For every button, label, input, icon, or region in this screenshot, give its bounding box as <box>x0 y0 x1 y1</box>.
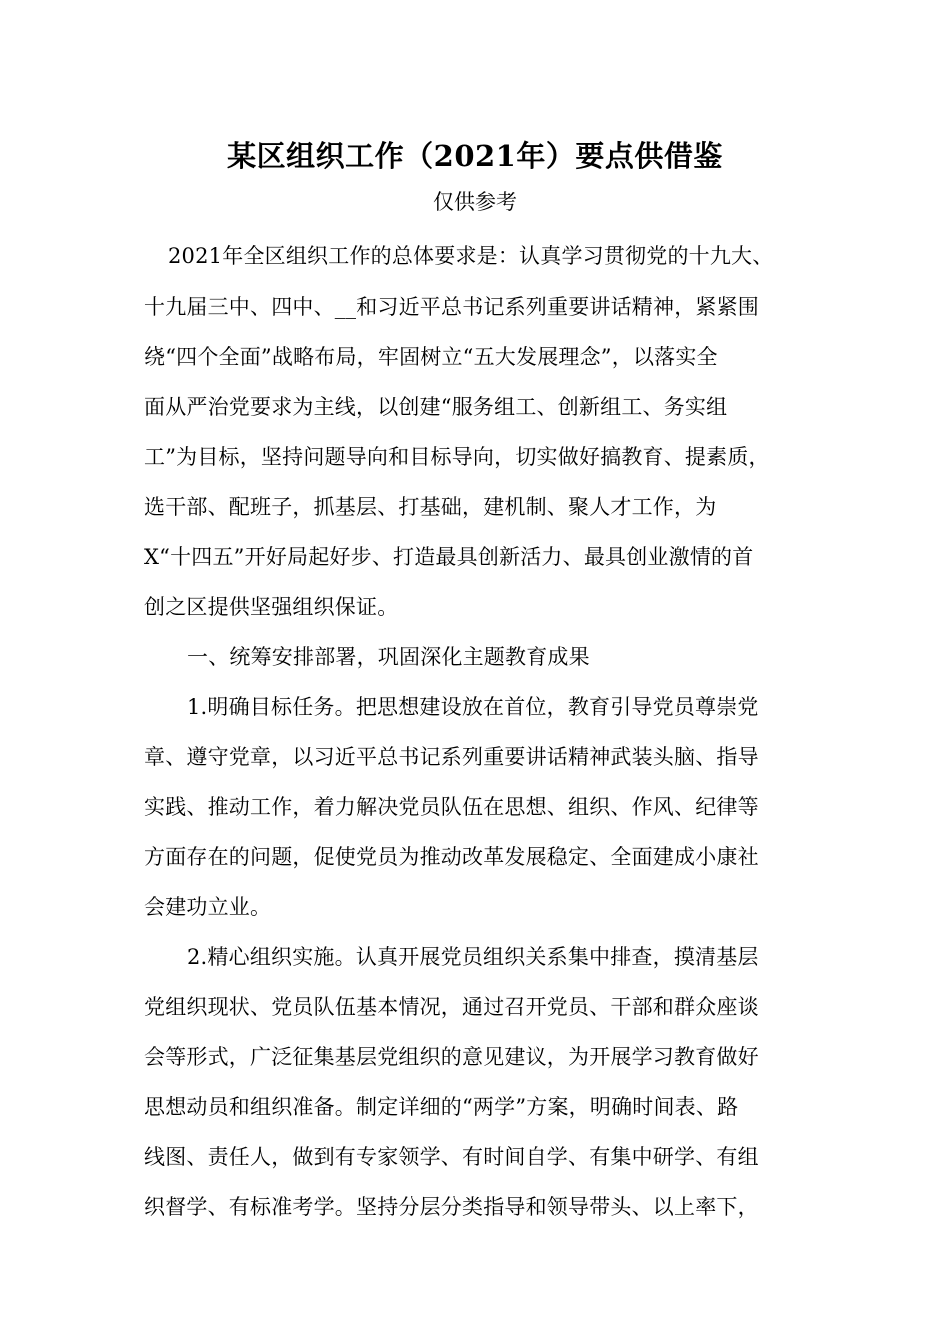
document-subtitle: 仅供参考 <box>433 190 517 214</box>
intro-line: 2021年全区组织工作的总体要求是：认真学习贯彻党的十九大、 <box>168 244 774 268</box>
item2-line: 线图、责任人，做到有专家领学、有时间自学、有集中研学、有组 <box>144 1145 759 1169</box>
item1-line: 方面存在的问题，促使党员为推动改革发展稳定、全面建成小康社 <box>144 845 759 869</box>
item2-line: 会等形式，广泛征集基层党组织的意见建议，为开展学习教育做好 <box>144 1045 759 1069</box>
document-title: 某区组织工作（2021年）要点供借鉴 <box>227 139 723 173</box>
item1-line: 会建功立业。 <box>144 895 272 919</box>
item2-line: 织督学、有标准考学。坚持分层分类指导和领导带头、以上率下， <box>144 1195 759 1219</box>
item2-line: 思想动员和组织准备。制定详细的“两学”方案，明确时间表、路 <box>144 1095 739 1119</box>
section-heading: 一、统筹安排部署，巩固深化主题教育成果 <box>187 645 590 669</box>
intro-line: 绕“四个全面”战略布局，牢固树立“五大发展理念”，以落实全 <box>144 345 718 369</box>
intro-line: X“十四五”开好局起好步、打造最具创新活力、最具创业激情的首 <box>144 545 754 569</box>
intro-line: 工”为目标，坚持问题导向和目标导向，切实做好搞教育、提素质， <box>144 445 770 469</box>
intro-line: 面从严治党要求为主线，以创建“服务组工、创新组工、务实组 <box>144 395 728 419</box>
intro-line: 十九届三中、四中、__和习近平总书记系列重要讲话精神，紧紧围 <box>144 295 759 319</box>
item1-line: 实践、推动工作，着力解决党员队伍在思想、组织、作风、纪律等 <box>144 795 759 819</box>
item1-line: 1.明确目标任务。把思想建设放在首位，教育引导党员尊崇党 <box>187 695 759 719</box>
item2-line: 党组织现状、党员队伍基本情况，通过召开党员、干部和群众座谈 <box>144 995 759 1019</box>
item2-line: 2.精心组织实施。认真开展党员组织关系集中排查，摸清基层 <box>187 945 759 969</box>
intro-line: 选干部、配班子，抓基层、打基础，建机制、聚人才工作，为 <box>144 495 717 519</box>
intro-line: 创之区提供坚强组织保证。 <box>144 595 399 619</box>
item1-line: 章、遵守党章，以习近平总书记系列重要讲话精神武装头脑、指导 <box>144 745 759 769</box>
